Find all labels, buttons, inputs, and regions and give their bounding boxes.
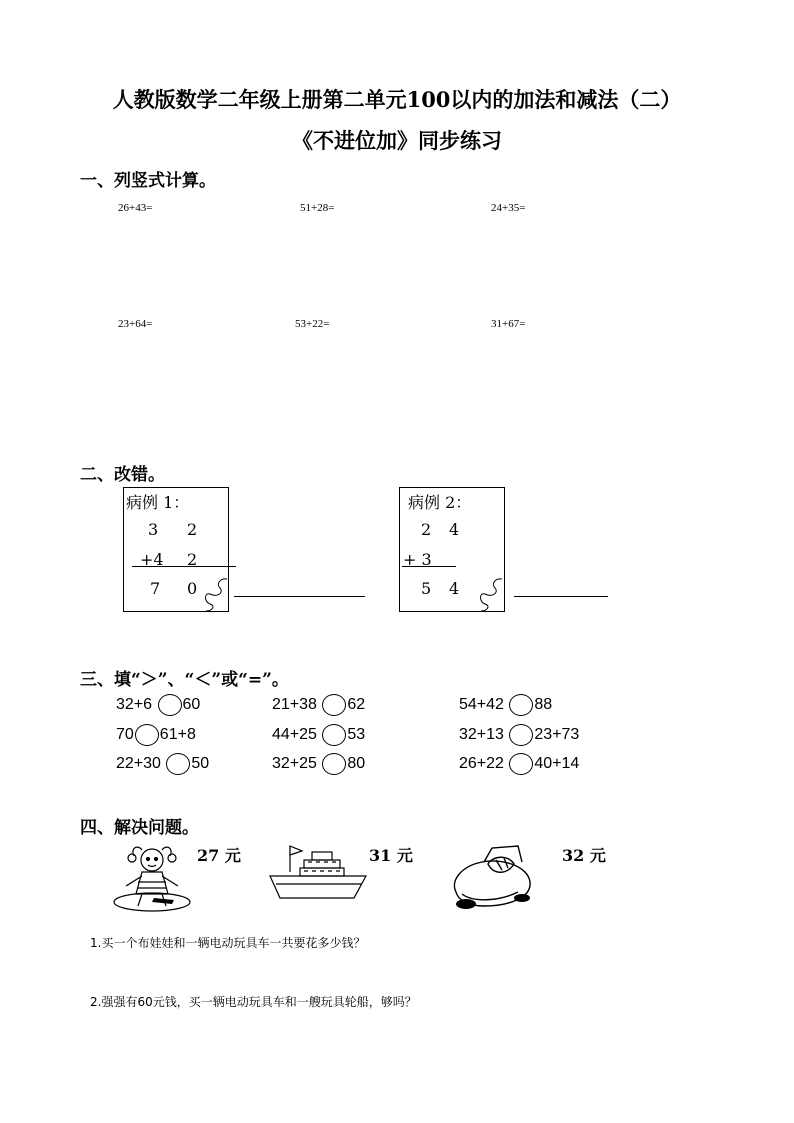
compare-item — [459, 724, 579, 746]
problem-3: 24+35= — [491, 202, 526, 214]
problem-5: 53+22= — [295, 318, 330, 330]
compare-left: 44+25 — [272, 726, 317, 744]
compare-circle[interactable] — [322, 753, 346, 775]
example2-digit: 4 — [449, 579, 460, 598]
compare-item — [116, 694, 200, 716]
problem-6: 31+67= — [491, 318, 526, 330]
example2-digit: 4 — [449, 520, 460, 539]
torn-corner-icon — [475, 578, 509, 612]
compare-left: 54+42 — [459, 696, 504, 714]
section3-heading: 三、填“＞”、“＜”或“=”。 — [80, 670, 289, 690]
page-subtitle: 《不进位加》同步练习 — [292, 128, 502, 153]
compare-right: 62 — [347, 696, 366, 714]
compare-circle[interactable] — [135, 724, 159, 746]
example1-label: 病例 1： — [126, 493, 190, 512]
compare-left: 70 — [116, 726, 134, 744]
price-ship: 31 元 — [369, 846, 413, 865]
compare-item — [272, 753, 365, 775]
compare-circle[interactable] — [322, 694, 346, 716]
sum-line — [402, 566, 456, 567]
compare-left: 32+13 — [459, 726, 504, 744]
compare-left: 21+38 — [272, 696, 317, 714]
problem-1: 26+43= — [118, 202, 153, 214]
compare-right: 80 — [347, 755, 366, 773]
compare-circle[interactable] — [158, 694, 182, 716]
compare-circle[interactable] — [166, 753, 190, 775]
compare-left: 32+6 — [116, 696, 153, 714]
question-2: 2.强强有60元钱，买一辆电动玩具车和一艘玩具轮船，够吗？ — [90, 995, 417, 1009]
problem-4: 23+64= — [118, 318, 153, 330]
compare-left: 32+25 — [272, 755, 317, 773]
compare-item — [459, 753, 579, 775]
compare-left: 26+22 — [459, 755, 504, 773]
compare-right: 23+73 — [534, 726, 580, 744]
compare-item — [272, 724, 365, 746]
compare-right: 50 — [191, 755, 210, 773]
ship-icon — [266, 842, 370, 906]
compare-right: 40+14 — [534, 755, 580, 773]
question-1: 1.买一个布娃娃和一辆电动玩具车一共要花多少钱？ — [90, 936, 366, 950]
page-title: 人教版数学二年级上册第二单元100以内的加法和减法（二） — [112, 87, 682, 112]
price-doll: 27 元 — [197, 846, 241, 865]
compare-item — [459, 694, 552, 716]
compare-right: 60 — [182, 696, 201, 714]
example2-label: 病例 2： — [408, 493, 472, 512]
compare-right: 88 — [534, 696, 553, 714]
example1-digit: 2 — [187, 550, 198, 569]
section1-heading: 一、列竖式计算。 — [80, 171, 216, 191]
compare-circle[interactable] — [509, 724, 533, 746]
price-car: 32 元 — [562, 846, 606, 865]
example1-digit: 2 — [187, 520, 198, 539]
example1-digit: 0 — [187, 579, 198, 598]
doll-icon — [112, 842, 196, 914]
answer-line-2[interactable] — [514, 596, 608, 597]
compare-right: 53 — [347, 726, 366, 744]
example2-digit: 2 — [421, 520, 432, 539]
example2-digit: + 3 — [403, 550, 432, 569]
compare-right: 61+8 — [159, 726, 196, 744]
example2-digit: 5 — [421, 579, 432, 598]
example1-digit: +4 — [140, 550, 164, 569]
compare-item — [116, 724, 196, 746]
section2-heading: 二、改错。 — [80, 465, 165, 485]
section4-heading: 四、解决问题。 — [80, 818, 199, 838]
answer-line-1[interactable] — [234, 596, 365, 597]
compare-item — [272, 694, 365, 716]
problem-2: 51+28= — [300, 202, 335, 214]
compare-circle[interactable] — [509, 694, 533, 716]
compare-left: 22+30 — [116, 755, 161, 773]
compare-circle[interactable] — [509, 753, 533, 775]
torn-corner-icon — [200, 578, 234, 612]
sum-line — [132, 566, 236, 567]
example1-digit: 3 — [148, 520, 159, 539]
compare-item — [116, 753, 209, 775]
toy-car-icon — [448, 842, 538, 914]
compare-circle[interactable] — [322, 724, 346, 746]
example1-digit: 7 — [150, 579, 161, 598]
